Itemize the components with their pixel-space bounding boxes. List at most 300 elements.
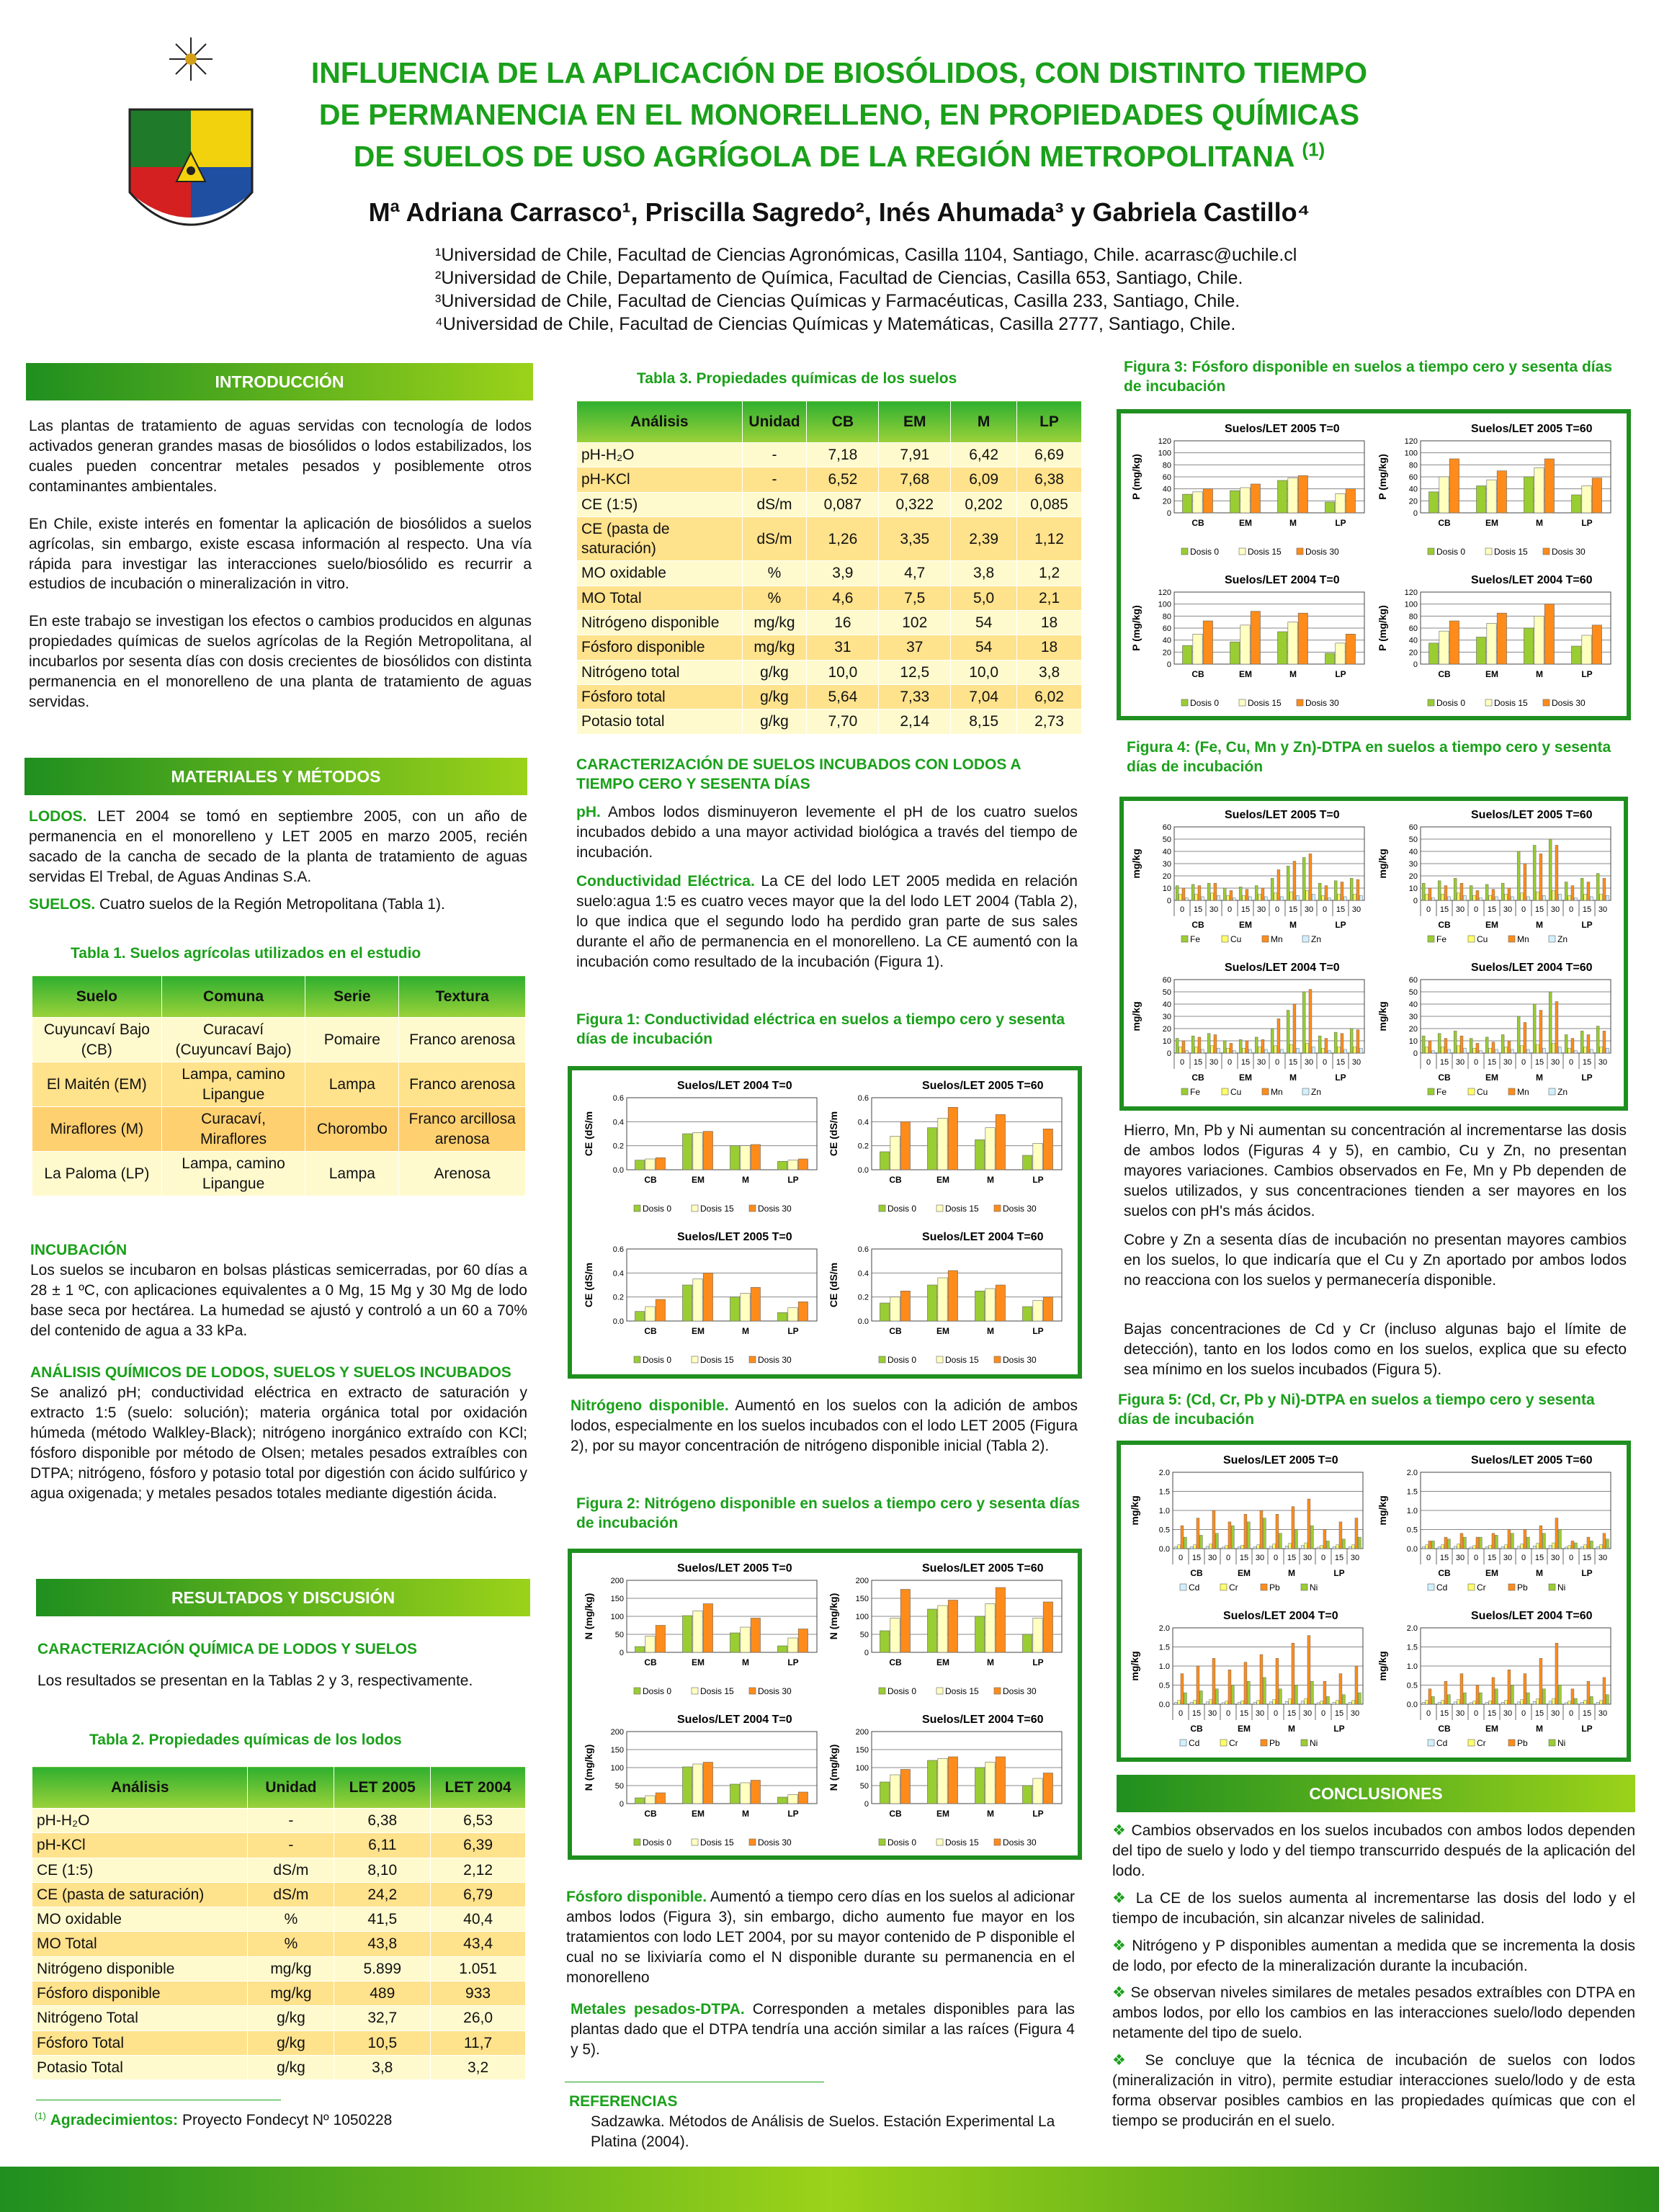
bar bbox=[900, 1770, 910, 1804]
bar bbox=[1476, 1537, 1479, 1549]
bar bbox=[1534, 468, 1544, 514]
x-tick-label: 0 bbox=[1568, 1058, 1574, 1067]
bar bbox=[1230, 642, 1239, 664]
bar bbox=[1568, 1701, 1571, 1704]
table-row bbox=[577, 586, 1082, 610]
bar bbox=[938, 1278, 947, 1321]
bar bbox=[1447, 1539, 1450, 1549]
bar bbox=[1238, 1702, 1240, 1704]
bar bbox=[693, 1764, 702, 1804]
x-tick-label: 15 bbox=[1334, 1709, 1344, 1718]
table-cell: Nitrógeno disponible bbox=[32, 1956, 248, 1981]
bar bbox=[1350, 878, 1353, 900]
bar bbox=[1603, 1678, 1606, 1704]
bar bbox=[1325, 1039, 1328, 1053]
bar bbox=[1487, 623, 1496, 664]
bar bbox=[1194, 1701, 1197, 1704]
legend-label: Dosis 15 bbox=[945, 1837, 979, 1848]
x-tick-label: 0 bbox=[1320, 1709, 1326, 1718]
y-tick-label: 50 bbox=[1162, 988, 1171, 997]
x-tick-label: EM bbox=[692, 1657, 705, 1667]
chart-title: Suelos/LET 2004 T=60 bbox=[1471, 1610, 1593, 1622]
bar bbox=[890, 1618, 900, 1653]
table-row bbox=[577, 635, 1082, 660]
conclusion-text: Nitrógeno y P disponibles aumentan a medida que se incrementa la dosis de lodo, por efecto de la mineralización durante la incubación. bbox=[1112, 1937, 1635, 1974]
bar bbox=[1574, 1543, 1577, 1549]
x-tick-label: 15 bbox=[1534, 905, 1544, 914]
bar bbox=[1596, 1546, 1599, 1549]
legend-label: Fe bbox=[1190, 934, 1201, 944]
bar bbox=[1257, 1545, 1260, 1549]
bar bbox=[1244, 1514, 1247, 1549]
bar bbox=[1223, 888, 1226, 900]
legend-label: Dosis 30 bbox=[1305, 547, 1339, 557]
bar bbox=[1568, 1546, 1571, 1549]
group-label: M bbox=[1288, 1724, 1295, 1734]
bar bbox=[798, 1159, 808, 1170]
bar bbox=[1428, 492, 1438, 513]
x-tick-label: CB bbox=[889, 1326, 902, 1336]
x-tick-label: 0 bbox=[1426, 1058, 1431, 1067]
table-cell: 54 bbox=[951, 635, 1017, 660]
x-tick-label: LP bbox=[1032, 1809, 1044, 1819]
bar bbox=[948, 1271, 957, 1321]
legend-swatch bbox=[1549, 1739, 1555, 1746]
bar bbox=[985, 1128, 995, 1170]
x-tick-label: 15 bbox=[1582, 905, 1592, 914]
table-row bbox=[32, 1152, 526, 1196]
bar bbox=[1358, 1537, 1361, 1549]
bar bbox=[1197, 1666, 1199, 1704]
bar bbox=[1248, 897, 1251, 900]
x-tick-label: LP bbox=[1335, 669, 1346, 679]
table-cell: 16 bbox=[807, 611, 879, 635]
y-tick-label: 0.0 bbox=[612, 1317, 624, 1326]
y-tick-label: 0.2 bbox=[857, 1142, 869, 1151]
table-cell: 10,0 bbox=[951, 660, 1017, 684]
bar bbox=[1301, 1546, 1304, 1549]
phosphorus-text: Fósforo disponible. Aumentó a tiempo cero días en los suelos al adicionar ambos lodos (Figura 3), sin embargo, dicho aumento fue mayor en los tratamientos con lodo LET 2004, por su mayor contenido de P disponible el cual no se lixiviaría como el N disponible durante su permanencia en el monorelleno bbox=[566, 1889, 1075, 1986]
bar bbox=[777, 1312, 787, 1321]
x-tick-label: 30 bbox=[1255, 1554, 1265, 1562]
x-tick-label: 30 bbox=[1455, 1709, 1465, 1718]
table-row bbox=[577, 492, 1082, 516]
bar bbox=[1312, 895, 1315, 901]
table-cell: g/kg bbox=[248, 2055, 334, 2079]
x-tick-label: 15 bbox=[1582, 1554, 1592, 1562]
bar bbox=[1565, 1703, 1568, 1704]
legend-swatch bbox=[1428, 1739, 1434, 1746]
legend-swatch bbox=[1485, 548, 1492, 555]
legend-label: Ni bbox=[1557, 1582, 1566, 1593]
table-cell: 40,4 bbox=[431, 1907, 526, 1932]
metals-discussion-1: Hierro, Mn, Pb y Ni aumentan su concentración al incrementarse las dosis de ambos lodos (Figuras 4 y 5), en cambio, Cu y Zn, no presentan mayores variaciones. Cambios observados en Fe, Mn y Pb dependen de suelos utilizados, y sus concentraciones tienden a ser mayores en los suelos con pH's más ácidos. bbox=[1124, 1122, 1627, 1219]
bar-chart bbox=[1130, 802, 1374, 955]
table-cell: dS/m bbox=[742, 492, 807, 516]
y-tick-label: 150 bbox=[610, 1746, 624, 1755]
bar bbox=[1251, 484, 1260, 513]
bar bbox=[1318, 883, 1321, 900]
y-tick-label: 2.0 bbox=[1158, 1624, 1170, 1633]
bar bbox=[1190, 1546, 1193, 1549]
x-tick-label: EM bbox=[1485, 669, 1498, 679]
bar bbox=[656, 1626, 665, 1653]
conclusions-list bbox=[1112, 1821, 1635, 2139]
legend-label: Mn bbox=[1271, 934, 1283, 944]
bar bbox=[1555, 1518, 1558, 1549]
table-cell: 5.899 bbox=[334, 1956, 431, 1981]
table-cell: Curacaví (Cuyuncaví Bajo) bbox=[161, 1018, 305, 1062]
y-tick-label: 0 bbox=[1166, 897, 1171, 905]
bar bbox=[1549, 992, 1552, 1053]
bar bbox=[1596, 1702, 1599, 1704]
legend-label: Pb bbox=[1517, 1738, 1528, 1748]
x-tick-label: 30 bbox=[1207, 1709, 1217, 1718]
bar bbox=[1555, 1002, 1558, 1053]
conclusion-text: Se observan niveles similares de metales pesados extraíbles con DTPA en ambos lodos, por ello los cambios en las interacciones suelo/lodo dependen netamente del tipo de suelo. bbox=[1112, 1984, 1635, 2042]
bar bbox=[1203, 621, 1212, 664]
group-label: EM bbox=[1238, 1724, 1251, 1734]
bar bbox=[1501, 883, 1504, 900]
y-tick-label: 80 bbox=[1162, 461, 1171, 470]
table-cell: CE (1:5) bbox=[32, 1858, 248, 1882]
x-tick-label: 15 bbox=[1582, 1709, 1592, 1718]
group-label: M bbox=[1536, 1724, 1543, 1734]
bar bbox=[1334, 1032, 1337, 1053]
legend-label: Mn bbox=[1517, 1087, 1529, 1097]
bar-chart bbox=[827, 1073, 1072, 1224]
bar bbox=[1302, 858, 1305, 901]
x-tick-label: M bbox=[742, 1809, 749, 1819]
y-tick-label: 40 bbox=[1408, 848, 1418, 856]
bar bbox=[1277, 632, 1287, 664]
bar bbox=[1247, 1522, 1250, 1549]
x-tick-label: 0 bbox=[1568, 1554, 1574, 1562]
group-label: M bbox=[1536, 1073, 1543, 1083]
x-tick-label: 15 bbox=[1288, 905, 1298, 914]
legend-swatch bbox=[1549, 1584, 1555, 1590]
analysis-text: ANÁLISIS QUÍMICOS DE LODOS, SUELOS Y SUELOS INCUBADOS Se analizó pH; conductividad eléctrica en extracto de saturación y extracto 1:5 (suelo: solución); materia orgánica total por oxidación húmeda (método Walkley-Black); nitrógeno inorgánico extraído con KCl; fósforo disponible por método de Olsen; metales pesados extraíbles con DTPA; nitrógeno, fósforo y potasio total por digestión con ácido sulfúrico y agua oxigenada; y metales pesados totales mediante digestión ácida. bbox=[30, 1364, 527, 1502]
bar bbox=[1592, 625, 1601, 664]
group-label: CB bbox=[1438, 1073, 1451, 1083]
bar bbox=[1193, 492, 1202, 513]
x-tick-label: 0 bbox=[1274, 1058, 1280, 1067]
table-header: Textura bbox=[399, 976, 526, 1018]
x-tick-label: 30 bbox=[1550, 1709, 1560, 1718]
bar bbox=[1603, 1533, 1606, 1549]
bar bbox=[1558, 1530, 1561, 1549]
conclusion-text: La CE de los suelos aumenta al incrementarse las dosis del lodo y el tiempo de incubación, sin alcanzar niveles de salinidad. bbox=[1112, 1889, 1635, 1927]
bar bbox=[1222, 1547, 1225, 1549]
bar bbox=[1603, 878, 1606, 900]
y-tick-label: 200 bbox=[855, 1728, 869, 1737]
bar bbox=[890, 1297, 900, 1321]
bar bbox=[1582, 486, 1591, 514]
table-cell: 2,73 bbox=[1017, 709, 1082, 734]
bar bbox=[1580, 1546, 1583, 1549]
x-tick-label: CB bbox=[644, 1326, 657, 1336]
group-label: LP bbox=[1335, 920, 1346, 930]
x-tick-label: CB bbox=[644, 1809, 657, 1819]
x-tick-label: 0 bbox=[1274, 905, 1280, 914]
bullet-icon: ❖ bbox=[1112, 1937, 1132, 1954]
y-tick-label: 40 bbox=[1408, 1000, 1418, 1009]
table-cell: Fósforo total bbox=[577, 684, 743, 709]
incubated-heading: CARACTERIZACIÓN DE SUELOS INCUBADOS CON LODOS A TIEMPO CERO Y SESENTA DÍAS bbox=[576, 756, 1021, 793]
bar bbox=[1354, 895, 1356, 901]
bar bbox=[1454, 878, 1457, 900]
table-cell: Pomaire bbox=[305, 1018, 399, 1062]
bar bbox=[1339, 1522, 1342, 1549]
y-axis-label: N (mg/kg) bbox=[583, 1593, 594, 1640]
bar bbox=[1325, 653, 1334, 664]
bar bbox=[1228, 1522, 1231, 1549]
bar bbox=[1336, 1701, 1339, 1704]
bar bbox=[1600, 1545, 1603, 1549]
bar bbox=[1206, 1546, 1209, 1549]
bar bbox=[1033, 1301, 1042, 1321]
bar bbox=[1231, 1526, 1234, 1549]
bar bbox=[1533, 846, 1536, 901]
legend-swatch bbox=[1262, 936, 1269, 942]
x-tick-label: 0 bbox=[1521, 1554, 1526, 1562]
table-cell: 6,53 bbox=[431, 1809, 526, 1833]
bar bbox=[1302, 992, 1305, 1053]
table-cell: 6,38 bbox=[334, 1809, 431, 1833]
y-tick-label: 0.6 bbox=[612, 1094, 624, 1103]
legend-label: Dosis 30 bbox=[1552, 698, 1586, 708]
bar bbox=[1296, 895, 1299, 900]
group-label: M bbox=[1289, 920, 1297, 930]
x-tick-label: 30 bbox=[1550, 1554, 1560, 1562]
bar bbox=[1544, 459, 1554, 513]
bar bbox=[1571, 1039, 1574, 1053]
table-cell: Lampa bbox=[305, 1062, 399, 1107]
x-tick-label: 15 bbox=[1334, 1554, 1344, 1562]
legend-swatch bbox=[1181, 699, 1188, 706]
x-tick-label: 30 bbox=[1256, 1058, 1266, 1067]
x-tick-label: 15 bbox=[1239, 1554, 1249, 1562]
bar bbox=[1174, 1546, 1177, 1549]
bar bbox=[1184, 1693, 1186, 1704]
x-tick-label: LP bbox=[787, 1326, 799, 1336]
y-tick-label: 20 bbox=[1408, 1025, 1418, 1034]
legend-label: Dosis 0 bbox=[1436, 698, 1466, 708]
bar bbox=[1269, 1546, 1272, 1549]
table-cell: - bbox=[742, 467, 807, 492]
results-header: RESULTADOS Y DISCUSIÓN bbox=[36, 1579, 530, 1616]
group-label: M bbox=[1536, 1568, 1543, 1578]
fig5-caption: Figura 5: (Cd, Cr, Pb y Ni)-DTPA en suelos a tiempo cero y sesenta días de incubación bbox=[1118, 1392, 1595, 1428]
table-cell: 7,68 bbox=[879, 467, 951, 492]
x-tick-label: EM bbox=[692, 1809, 705, 1819]
bar bbox=[1271, 878, 1274, 900]
bar bbox=[1178, 1701, 1181, 1704]
legend-label: Dosis 15 bbox=[700, 1837, 734, 1848]
x-tick-label: CB bbox=[644, 1657, 657, 1667]
bar bbox=[1606, 1695, 1609, 1704]
bar bbox=[741, 1783, 750, 1804]
legend-swatch bbox=[1468, 1088, 1475, 1095]
bar bbox=[1195, 895, 1198, 901]
university-crest-logo bbox=[122, 37, 259, 261]
bar bbox=[996, 1285, 1005, 1321]
table-cell: Lampa bbox=[305, 1152, 399, 1196]
bar bbox=[656, 1793, 665, 1804]
table-cell: 4,7 bbox=[879, 561, 951, 586]
bar bbox=[1193, 634, 1202, 664]
x-tick-label: 0 bbox=[1568, 1709, 1574, 1718]
bar-chart bbox=[827, 1707, 1072, 1858]
legend-label: Ni bbox=[1557, 1738, 1566, 1748]
y-tick-label: 30 bbox=[1408, 1013, 1418, 1021]
bar bbox=[1359, 1048, 1362, 1053]
table-cell: 0,202 bbox=[951, 492, 1017, 516]
x-tick-label: LP bbox=[1581, 669, 1593, 679]
legend-swatch bbox=[879, 1205, 885, 1212]
legend-swatch bbox=[1428, 936, 1434, 942]
bar bbox=[1214, 1035, 1217, 1054]
bar bbox=[880, 1631, 889, 1652]
x-tick-label: 30 bbox=[1304, 905, 1314, 914]
bullet-icon: ❖ bbox=[1112, 1889, 1136, 1907]
bar bbox=[1261, 1039, 1264, 1053]
group-label: M bbox=[1288, 1568, 1295, 1578]
bar bbox=[927, 1128, 936, 1170]
x-tick-label: 30 bbox=[1598, 905, 1608, 914]
bar bbox=[1526, 897, 1529, 900]
legend-swatch bbox=[1302, 936, 1309, 942]
bar bbox=[1271, 1029, 1274, 1053]
bar bbox=[1178, 1545, 1181, 1549]
y-tick-label: 0.0 bbox=[1158, 1701, 1170, 1709]
y-tick-label: 40 bbox=[1408, 485, 1418, 494]
x-tick-label: 30 bbox=[1207, 1554, 1217, 1562]
bar bbox=[1322, 1048, 1325, 1053]
bar bbox=[900, 1590, 910, 1653]
table-cell: 2,12 bbox=[431, 1858, 526, 1882]
chart-title: Suelos/LET 2005 T=60 bbox=[922, 1562, 1044, 1575]
x-tick-label: 15 bbox=[1487, 1709, 1497, 1718]
group-label: LP bbox=[1581, 1073, 1593, 1083]
legend-swatch bbox=[634, 1356, 640, 1363]
x-tick-label: 30 bbox=[1255, 1709, 1265, 1718]
conclusion-item bbox=[1112, 1983, 1635, 2043]
bar bbox=[635, 1647, 644, 1652]
table-cell: 489 bbox=[334, 1982, 431, 2006]
y-tick-label: 100 bbox=[1158, 600, 1171, 609]
bar bbox=[730, 1146, 739, 1170]
table-header: M bbox=[951, 401, 1017, 443]
group-label: CB bbox=[1438, 920, 1451, 930]
table-cell: pH-H₂O bbox=[32, 1809, 248, 1833]
x-tick-label: LP bbox=[1581, 518, 1593, 528]
bar bbox=[1342, 1695, 1345, 1704]
y-axis-label: mg/kg bbox=[1377, 1495, 1388, 1526]
bar bbox=[1431, 898, 1434, 900]
group-label: CB bbox=[1191, 920, 1204, 930]
bar bbox=[1276, 1658, 1279, 1704]
bar bbox=[1273, 1544, 1276, 1549]
chart-title: Suelos/LET 2005 T=0 bbox=[1225, 809, 1340, 821]
legend-swatch bbox=[1297, 699, 1303, 706]
group-label: EM bbox=[1239, 1073, 1252, 1083]
y-tick-label: 100 bbox=[855, 1764, 869, 1773]
bar bbox=[1476, 637, 1485, 665]
bar bbox=[985, 1763, 995, 1804]
bar bbox=[1343, 897, 1346, 900]
plot-area bbox=[627, 1098, 817, 1170]
x-tick-label: 15 bbox=[1582, 1058, 1592, 1067]
bar bbox=[1426, 1545, 1428, 1549]
bar bbox=[1574, 1698, 1577, 1704]
bar bbox=[1524, 477, 1533, 513]
legend-swatch bbox=[1181, 936, 1188, 942]
table-cell: 1,26 bbox=[807, 516, 879, 561]
bar bbox=[730, 1633, 739, 1652]
bar bbox=[1182, 888, 1185, 900]
results-subheading: CARACTERIZACIÓN QUÍMICA DE LODOS Y SUELOS bbox=[37, 1641, 417, 1657]
legend-swatch bbox=[936, 1356, 943, 1363]
bar bbox=[1473, 895, 1476, 900]
y-tick-label: 10 bbox=[1408, 1037, 1418, 1046]
chart-title: Suelos/LET 2004 T=60 bbox=[1471, 962, 1593, 974]
bar bbox=[1511, 897, 1513, 900]
y-axis-label: CE (dS/m bbox=[828, 1262, 839, 1308]
bar bbox=[1233, 1051, 1235, 1053]
reference-1: Sadzawka. Métodos de Análisis de Suelos. Estación Experimental La Platina (2004). bbox=[591, 2113, 1055, 2150]
bar bbox=[1260, 1510, 1263, 1549]
legend-swatch bbox=[749, 1688, 756, 1694]
bar bbox=[1326, 1541, 1329, 1549]
x-tick-label: 0 bbox=[1568, 905, 1574, 914]
bar bbox=[1422, 883, 1425, 900]
bar bbox=[1198, 1037, 1201, 1053]
chart-title: Suelos/LET 2004 T=0 bbox=[1223, 1610, 1338, 1622]
bar bbox=[1537, 1044, 1539, 1053]
y-tick-label: 50 bbox=[614, 1631, 624, 1639]
table-cell: Nitrógeno total bbox=[577, 660, 743, 684]
bar bbox=[1596, 1026, 1599, 1053]
legend-label: Dosis 0 bbox=[643, 1355, 672, 1365]
group-label: LP bbox=[1581, 1568, 1593, 1578]
table-row bbox=[577, 709, 1082, 734]
legend-label: Dosis 30 bbox=[1305, 698, 1339, 708]
bar bbox=[1292, 1507, 1294, 1549]
bar bbox=[1580, 1702, 1583, 1704]
table-row bbox=[32, 1858, 526, 1882]
bar bbox=[1298, 613, 1307, 664]
legend-swatch bbox=[692, 1205, 698, 1212]
bar bbox=[1352, 1545, 1355, 1549]
y-tick-label: 0 bbox=[1413, 661, 1418, 669]
bar bbox=[1537, 1544, 1539, 1549]
chart-title: Suelos/LET 2004 T=60 bbox=[1471, 574, 1593, 586]
intro-text: Las plantas de tratamiento de aguas servidas con tecnología de lodos activados generan grandes masas de biosólidos o lodos estabilizados, los cuales pueden concentrar metales pesados y posiblemente otros contaminantes ambientales. En Chile, existe interés en fomentar la aplicación de biosólidos a suelos agrícolas, sin embargo, existe escasa información al respecto. Una vía rápida para investigar las interacciones suelo/biosólido es recurrir a estudios de incubación o mineralización in vitro. En este trabajo se investigan los efectos o cambios producidos en algunas propiedades químicas de suelos agrícolas de la Región Metropolitana, al incubarlos por sesenta días con dosis crecientes de biosólidos con distinta permanencia en el monorelleno de una planta de tratamiento de aguas servidas. bbox=[29, 418, 532, 711]
x-tick-label: 30 bbox=[1503, 1709, 1513, 1718]
bar bbox=[1336, 643, 1345, 664]
table-cell: 5,64 bbox=[807, 684, 879, 709]
x-tick-label: M bbox=[1536, 518, 1543, 528]
conclusion-item bbox=[1112, 2051, 1635, 2131]
bar bbox=[1441, 1701, 1444, 1704]
table-cell: dS/m bbox=[248, 1858, 334, 1882]
legend-swatch bbox=[1239, 548, 1246, 555]
bar bbox=[1539, 1526, 1542, 1549]
legend-label: Dosis 0 bbox=[643, 1837, 672, 1848]
bar bbox=[1323, 1530, 1326, 1549]
authors: Mª Adriana Carrasco¹, Priscilla Sagredo², Inés Ahumada³ y Gabriela Castillo⁴ bbox=[368, 197, 1310, 227]
